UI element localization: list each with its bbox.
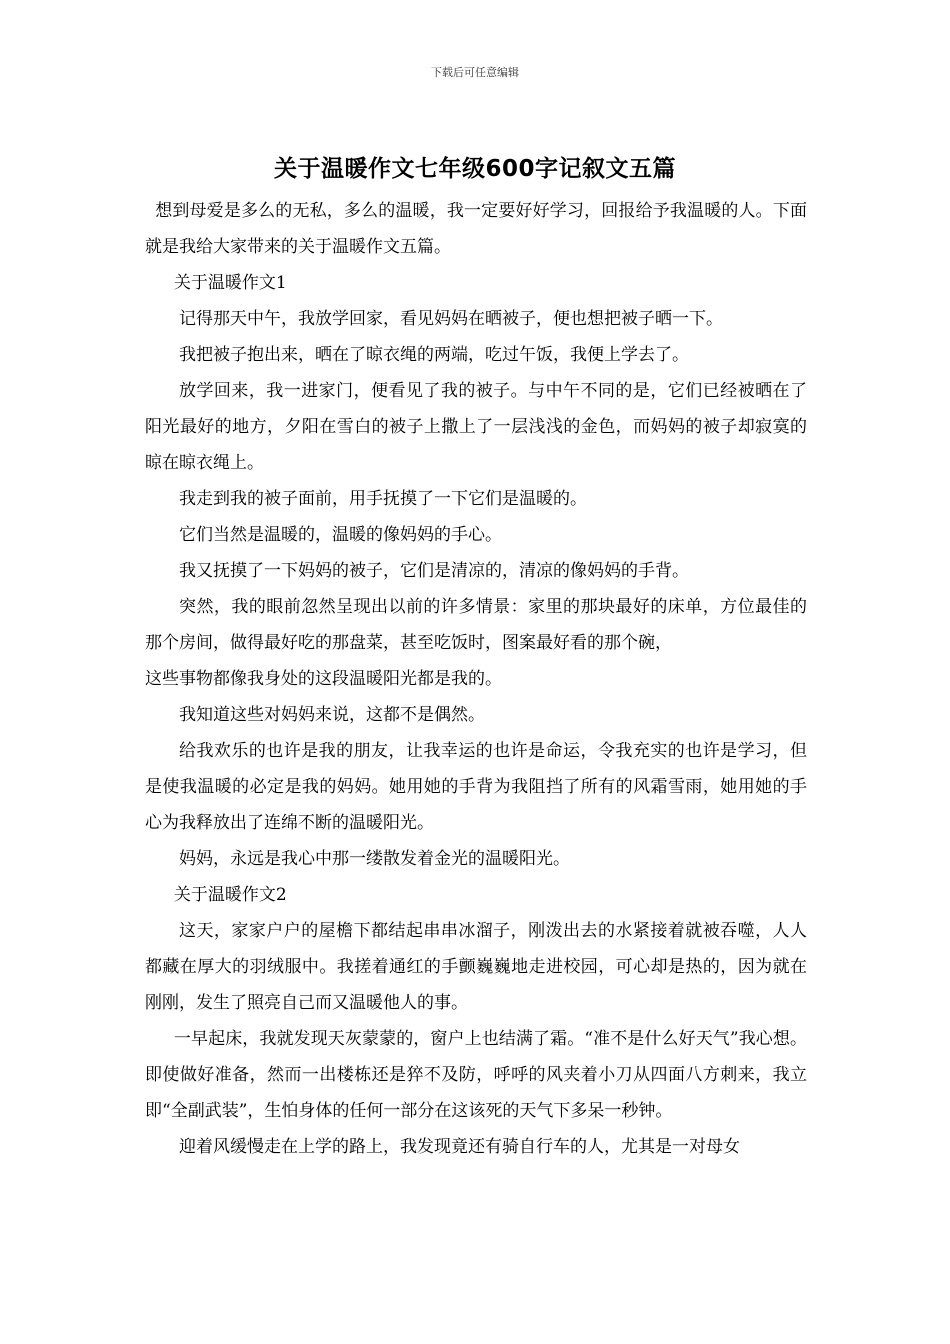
page-header: 下载后可任意编辑 — [431, 66, 519, 79]
paragraph: 迎着风缓慢走在上学的路上，我发现竟还有骑自行车的人，尤其是一对母女 — [179, 1137, 740, 1157]
paragraph: 我走到我的被子面前，用手抚摸了一下它们是温暖的。 — [179, 489, 587, 509]
paragraph: 我把被子抱出来，晒在了晾衣绳的两端，吃过午饭，我便上学去了。 — [179, 345, 689, 365]
paragraph: 记得那天中午，我放学回家，看见妈妈在晒被子，便也想把被子晒一下。 — [179, 309, 723, 329]
paragraph: 一早起床，我就发现天灰蒙蒙的，窗户上也结满了霜。“准不是什么好天气”我心想。即使做好准备，然而一出楼栋还是猝不及防，呼呼的风夹着小刀从四面八方刺来，我立即“全副武装”，生怕身体的任何一部分在这该死的天气下多呆一秒钟。 — [145, 1029, 807, 1121]
paragraph: 妈妈，永远是我心中那一缕散发着金光的温暖阳光。 — [179, 849, 570, 869]
paragraph: 突然，我的眼前忽然呈现出以前的许多情景：家里的那块最好的床单，方位最佳的那个房间，做得最好吃的那盘菜，甚至吃饭时，图案最好看的那个碗， — [145, 597, 807, 653]
document-title: 关于温暖作文七年级600字记叙文五篇 — [273, 156, 676, 182]
section-heading-2: 关于温暖作文2 — [173, 885, 287, 905]
paragraph: 给我欢乐的也许是我的朋友，让我幸运的也许是命运，令我充实的也许是学习，但是使我温暖的必定是我的妈妈。她用她的手背为我阻挡了所有的风霜雪雨，她用她的手心为我释放出了连绵不断的温暖阳光。 — [145, 741, 807, 833]
paragraph: 这天，家家户户的屋檐下都结起串串冰溜子，刚泼出去的水紧接着就被吞噬，人人都藏在厚大的羽绒服中。我搓着通红的手颤巍巍地走进校园，可心却是热的，因为就在刚刚，发生了照亮自己而又温暖他人的事。 — [145, 921, 807, 1013]
paragraph: 它们当然是温暖的，温暖的像妈妈的手心。 — [179, 525, 502, 545]
paragraph: 我知道这些对妈妈来说，这都不是偶然。 — [179, 705, 485, 725]
paragraph: 放学回来，我一进家门，便看见了我的被子。与中午不同的是，它们已经被晒在了阳光最好的地方，夕阳在雪白的被子上撒上了一层浅浅的金色，而妈妈的被子却寂寞的晾在晾衣绳上。 — [145, 381, 807, 473]
paragraph-intro: 想到母爱是多么的无私，多么的温暖，我一定要好好学习，回报给予我温暖的人。下面就是我给大家带来的关于温暖作文五篇。 — [145, 201, 807, 257]
document-body — [145, 193, 807, 1165]
section-heading-1: 关于温暖作文1 — [173, 273, 287, 293]
paragraph-continuation: 这些事物都像我身处的这段温暖阳光都是我的。 — [145, 669, 502, 689]
paragraph: 我又抚摸了一下妈妈的被子，它们是清凉的，清凉的像妈妈的手背。 — [179, 561, 689, 581]
